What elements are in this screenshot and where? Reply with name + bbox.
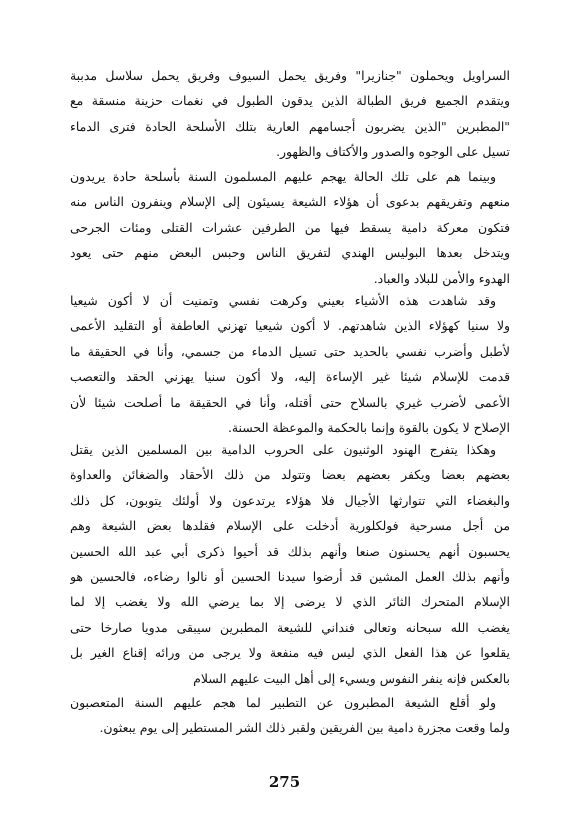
paragraph-3 <box>70 288 510 440</box>
text-line: الهدوء والأمن للبلاد والعباد. <box>373 270 510 286</box>
text-line: يحسبون أنهم يحسنون صنعا وأنهم بذلك قد أحيوا ذكرى أبي عبد الله الحسين <box>70 543 510 559</box>
paragraph-5 <box>70 690 510 741</box>
text-line: من أجل مسرحية فولكلورية أدخلت على الإسلام فقلدها بعض الشيعة وهم <box>70 518 510 534</box>
text-line: بالعكس فإنه ينفر النفوس ويسيء إلى أهل البيت عليهم السلام <box>193 670 510 686</box>
paragraph-text <box>70 437 510 691</box>
text-line: منعهم وتفريقهم بدعوى أن هؤلاء الشيعة يسيئون إلى الإسلام وينفرون الناس منه <box>70 194 510 210</box>
text-line: الإصلاح لا يكون بالقوة وإنما بالحكمة والموعظة الحسنة. <box>227 419 510 435</box>
text-line: ويتقدم الجميع فريق الطبالة الذين يدقون الطبول في نغمات حزينة منسقة مع <box>70 93 510 109</box>
text-line: ولا سنيا كهؤلاء الذين شاهدتهم. لا أكون شيعيا تهزني العاطفة أو التقليد الأعمى <box>70 318 510 334</box>
text-line: ولما وقعت مجزرة دامية بين الفريقين ولقبر ذلك الشر المستطير إلى يوم يبعثون. <box>99 720 510 736</box>
text-line: والبغضاء التي تتوارثها الأجيال فلا هؤلاء يرتدعون ولا أولئك يتوبون، كل ذلك <box>70 492 510 508</box>
page-number: 275 <box>268 773 301 791</box>
text-line: الأعمى لأضرب غيري بالسلاح حتى أقتله، وأنا في الحقيقة ما أصلحت شيئا لأن <box>70 394 510 410</box>
text-line: يقلعوا عن هذا الفعل الذي ليس فيه منفعة ولا يرجى من ورائه إقناع الغير بل <box>70 645 510 661</box>
text-line: فتكون معركة دامية يسقط فيها من الطرفين عشرات القتلى ومئات الجرحى <box>70 219 510 235</box>
paragraph-text <box>70 288 510 440</box>
text-line: قدمت للإسلام شيئا غير الإساءة إليه، ولا أكون سنيا يهزني الحقد والتعصب <box>70 369 510 385</box>
text-line: وقد شاهدت هذه الأشياء بعيني وكرهت نفسي وتمنيت أن لا أكون شيعيا <box>70 293 496 308</box>
text-line: وهكذا يتفرج الهنود الوثنيون على الحروب الدامية بين المسلمين الذين يقتل <box>70 442 496 457</box>
text-line: يغضب الله سبحانه وتعالى فنداني للشيعة المطبرين سيبقى مدويا صارخا حتى <box>70 619 510 635</box>
paragraph-4 <box>70 437 510 691</box>
text-line: تسيل على الوجوه والصدور والأكتاف والظهور. <box>276 144 510 160</box>
text-line: السراويل ويحملون "جنازيرا" وفريق يحمل السيوف وفريق يحمل سلاسل مدببة <box>70 68 510 83</box>
text-line: لأطبل وأضرب نفسي بالحديد حتى تسيل الدماء من جسمي، وأنا في الحقيقة ما <box>70 343 510 359</box>
text-line: ويتدخل بعدها البوليس الهندي لتفريق الناس وحبس البعض منهم حتى يعود <box>70 245 510 261</box>
text-line: الإسلام المتحرك الثائر الذي لا يرضى إلا بما يرضي الله ولا يغضب إلا لما <box>70 594 510 610</box>
text-line: بعضهم بعضا ويكفر بعضهم بعضا وتتولد من ذلك الأحقاد والضغائن والعداوة <box>70 467 510 483</box>
paragraph-2 <box>70 164 510 291</box>
text-line: ولو أقلع الشيعة المطبرون عن التطبير لما هجم عليهم السنة المتعصبون <box>70 695 496 710</box>
paragraph-text <box>70 63 510 165</box>
text-line: وأنهم بذلك العمل المشين قد أرضوا سيدنا الحسين أو نالوا رضاءه، فالحسين هو <box>70 568 510 584</box>
text-line: وبينما هم على تلك الحالة يهجم عليهم المسلمون السنة بأسلحة حادة يريدون <box>70 169 496 184</box>
text-line: "المطبرين "الذين يضربون أجسامهم العارية بتلك الأسلحة الحادة فترى الدماء <box>70 118 510 134</box>
paragraph-1 <box>70 63 510 165</box>
paragraph-text <box>70 164 510 291</box>
paragraph-text <box>70 690 510 741</box>
